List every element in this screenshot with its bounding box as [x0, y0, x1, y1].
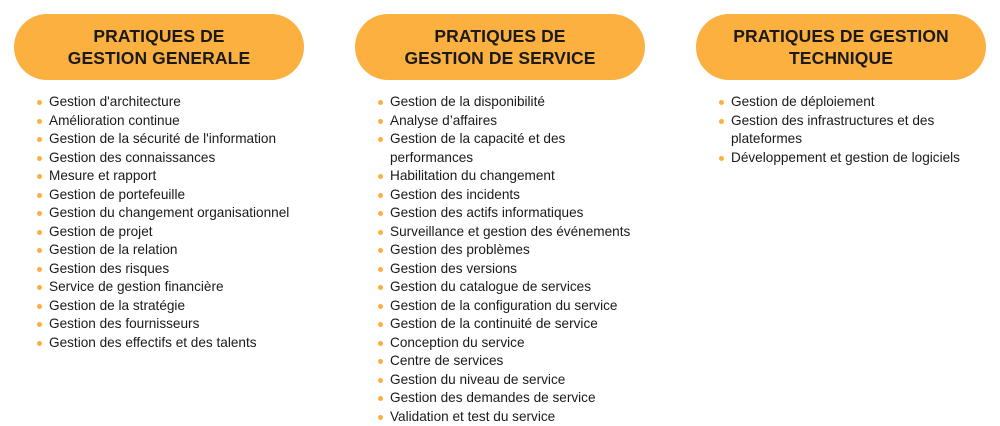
- bullet-icon: [719, 100, 724, 105]
- list-item-label: Gestion des risques: [49, 260, 306, 279]
- list-item: [36, 130, 306, 149]
- bullet-icon: [378, 248, 383, 253]
- list-item-label: Amélioration continue: [49, 112, 306, 131]
- column-gestion-de-service: [355, 14, 645, 80]
- list-item: [36, 204, 306, 223]
- bullet-icon: [378, 396, 383, 401]
- list-item-label: Gestion des fournisseurs: [49, 315, 306, 334]
- list-item-label: Gestion de la disponibilité: [390, 93, 647, 112]
- bullet-icon: [378, 341, 383, 346]
- list-item-label: Gestion de portefeuille: [49, 186, 306, 205]
- column-gestion-generale: [14, 14, 304, 80]
- list-item-label: Analyse d’affaires: [390, 112, 647, 131]
- list-item: [377, 167, 647, 186]
- bullet-icon: [37, 248, 42, 253]
- list-item: [377, 278, 647, 297]
- list-item-label: Gestion d'architecture: [49, 93, 306, 112]
- column-header: [355, 14, 645, 80]
- list-item-label: Gestion du niveau de service: [390, 371, 647, 390]
- column-gestion-technique: [696, 14, 986, 80]
- list-item-label: Gestion de la capacité et des performances: [390, 130, 647, 167]
- list-item-label: Gestion de la continuité de service: [390, 315, 647, 334]
- list-item: [36, 260, 306, 279]
- list-item: [377, 389, 647, 408]
- practice-list: [36, 93, 306, 352]
- list-item-label: Surveillance et gestion des événements: [390, 223, 647, 242]
- list-item: [36, 278, 306, 297]
- practice-list: [377, 93, 647, 426]
- list-item: [377, 223, 647, 242]
- bullet-icon: [378, 211, 383, 216]
- list-item: [36, 334, 306, 353]
- list-item-label: Gestion des actifs informatiques: [390, 204, 647, 223]
- list-item-label: Mesure et rapport: [49, 167, 306, 186]
- list-item-label: Habilitation du changement: [390, 167, 647, 186]
- list-item: [377, 297, 647, 316]
- bullet-icon: [37, 100, 42, 105]
- list-item: [377, 186, 647, 205]
- list-item: [377, 112, 647, 131]
- bullet-icon: [378, 304, 383, 309]
- column-title: PRATIQUES DE GESTION TECHNIQUE: [733, 25, 949, 69]
- list-item: [36, 223, 306, 242]
- bullet-icon: [37, 156, 42, 161]
- list-item-label: Validation et test du service: [390, 408, 647, 426]
- bullet-icon: [378, 285, 383, 290]
- list-item-label: Gestion de projet: [49, 223, 306, 242]
- list-item-label: Gestion des versions: [390, 260, 647, 279]
- list-item-label: Gestion de la sécurité de l'information: [49, 130, 306, 149]
- bullet-icon: [378, 322, 383, 327]
- list-item: [718, 93, 988, 112]
- list-item: [377, 130, 647, 167]
- bullet-icon: [37, 304, 42, 309]
- list-item-label: Gestion de la configuration du service: [390, 297, 647, 316]
- bullet-icon: [37, 211, 42, 216]
- list-item-label: Gestion des demandes de service: [390, 389, 647, 408]
- list-item-label: Développement et gestion de logiciels: [731, 149, 988, 168]
- bullet-icon: [37, 174, 42, 179]
- list-item: [36, 186, 306, 205]
- list-item: [377, 315, 647, 334]
- bullet-icon: [378, 193, 383, 198]
- list-item-label: Gestion des infrastructures et des plateformes: [731, 112, 988, 149]
- column-header: [14, 14, 304, 80]
- list-item: [36, 112, 306, 131]
- list-item: [377, 93, 647, 112]
- list-item-label: Gestion des incidents: [390, 186, 647, 205]
- list-item-label: Service de gestion financière: [49, 278, 306, 297]
- list-item-label: Gestion de déploiement: [731, 93, 988, 112]
- bullet-icon: [37, 341, 42, 346]
- bullet-icon: [378, 100, 383, 105]
- list-item: [377, 260, 647, 279]
- column-title: PRATIQUES DE GESTION DE SERVICE: [404, 25, 595, 69]
- list-item: [36, 315, 306, 334]
- list-item-label: Centre de services: [390, 352, 647, 371]
- list-item: [718, 112, 988, 149]
- bullet-icon: [37, 193, 42, 198]
- list-item-label: Conception du service: [390, 334, 647, 353]
- bullet-icon: [378, 230, 383, 235]
- list-item: [377, 371, 647, 390]
- bullet-icon: [37, 322, 42, 327]
- list-item: [718, 149, 988, 168]
- bullet-icon: [719, 156, 724, 161]
- column-title: PRATIQUES DE GESTION GENERALE: [68, 25, 250, 69]
- bullet-icon: [37, 137, 42, 142]
- list-item: [377, 408, 647, 426]
- list-item: [36, 241, 306, 260]
- bullet-icon: [378, 137, 383, 142]
- list-item-label: Gestion de la stratégie: [49, 297, 306, 316]
- bullet-icon: [378, 378, 383, 383]
- bullet-icon: [37, 119, 42, 124]
- list-item: [377, 241, 647, 260]
- list-item: [36, 297, 306, 316]
- bullet-icon: [37, 230, 42, 235]
- bullet-icon: [37, 285, 42, 290]
- bullet-icon: [719, 119, 724, 124]
- list-item: [377, 204, 647, 223]
- bullet-icon: [378, 359, 383, 364]
- list-item-label: Gestion des connaissances: [49, 149, 306, 168]
- bullet-icon: [378, 267, 383, 272]
- list-item: [36, 149, 306, 168]
- list-item: [36, 93, 306, 112]
- list-item-label: Gestion de la relation: [49, 241, 306, 260]
- practice-list: [718, 93, 988, 167]
- list-item-label: Gestion des effectifs et des talents: [49, 334, 306, 353]
- list-item: [36, 167, 306, 186]
- bullet-icon: [378, 415, 383, 420]
- bullet-icon: [378, 174, 383, 179]
- list-item-label: Gestion du changement organisationnel: [49, 204, 306, 223]
- list-item: [377, 334, 647, 353]
- bullet-icon: [37, 267, 42, 272]
- column-header: [696, 14, 986, 80]
- bullet-icon: [378, 119, 383, 124]
- list-item: [377, 352, 647, 371]
- list-item-label: Gestion du catalogue de services: [390, 278, 647, 297]
- list-item-label: Gestion des problèmes: [390, 241, 647, 260]
